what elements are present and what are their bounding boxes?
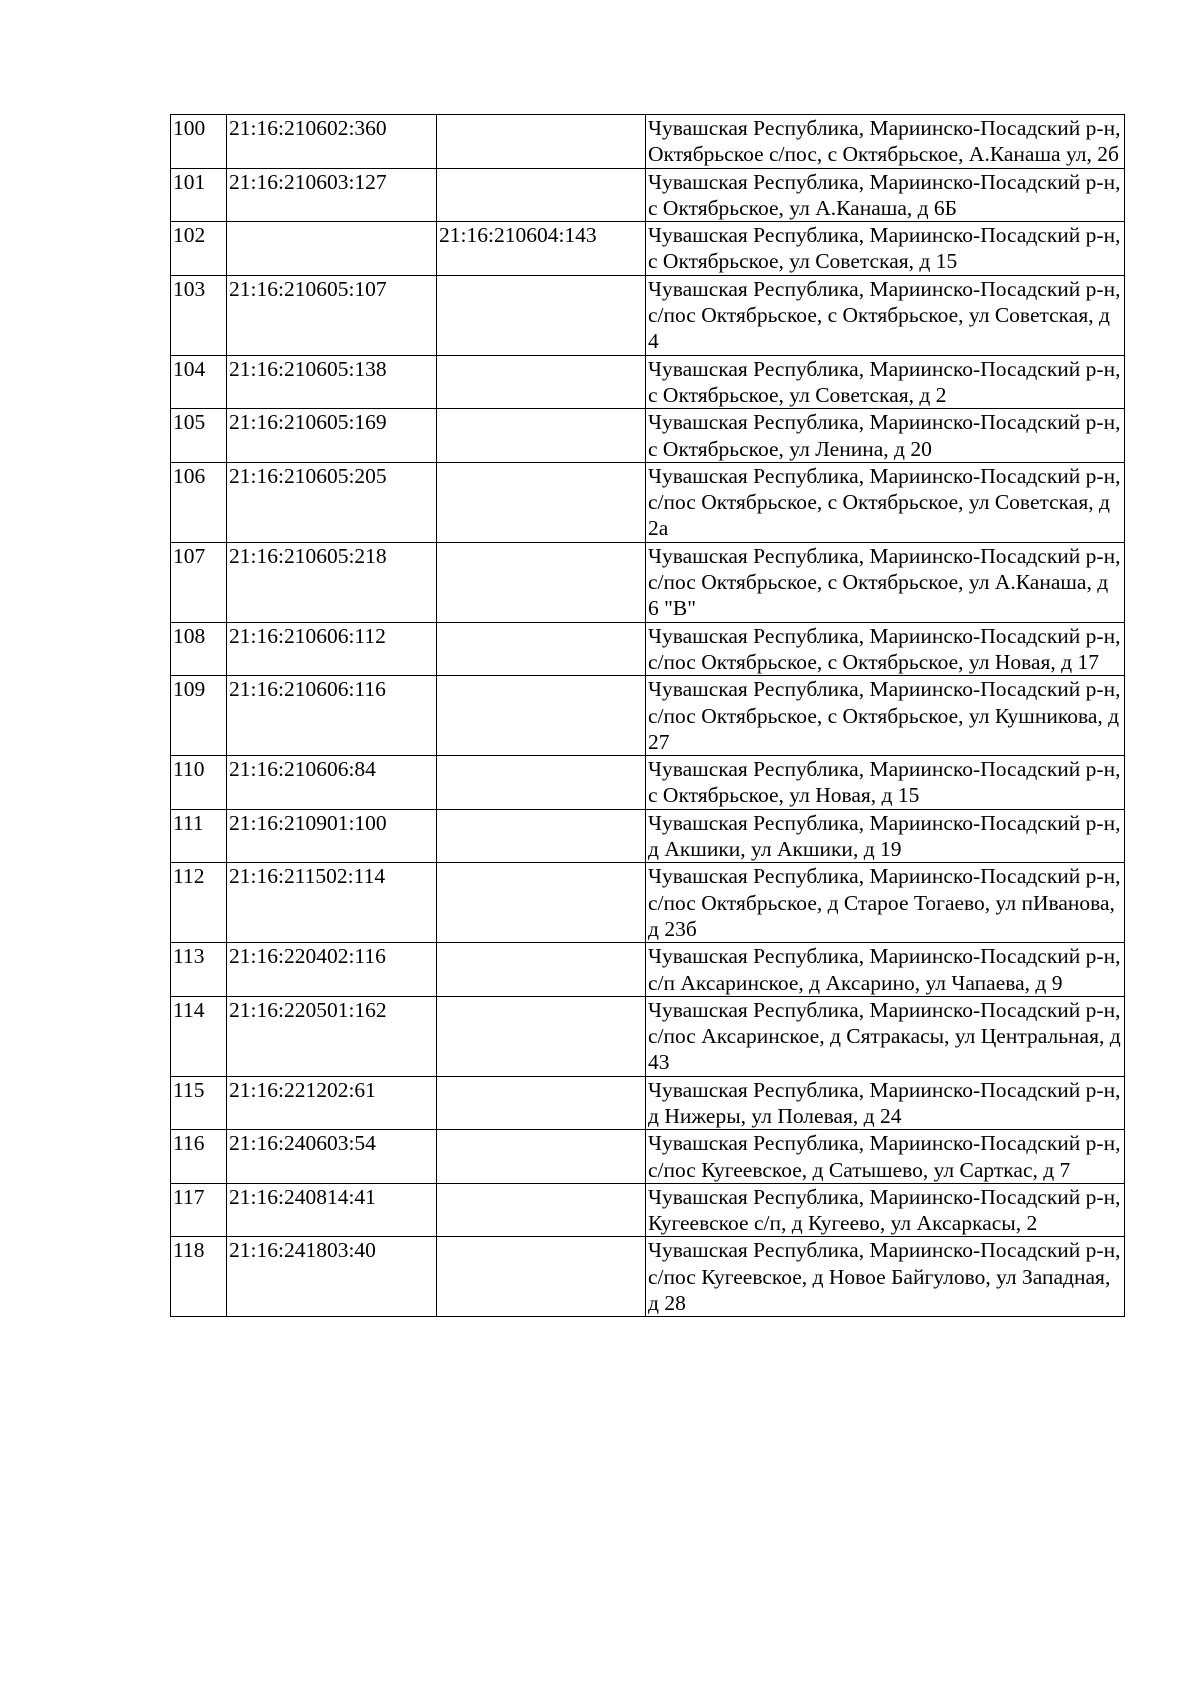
cadastral-number-cell: 21:16:210605:218: [227, 542, 437, 622]
row-number-cell: 103: [171, 275, 227, 355]
cadastral-number-cell: 21:16:211502:114: [227, 863, 437, 943]
row-number-cell: 115: [171, 1076, 227, 1130]
address-cell: Чувашская Республика, Мариинско-Посадский р-н, с Октябрьское, ул Советская, д 2: [646, 355, 1125, 409]
table-row: [171, 168, 1125, 222]
cadastral-number-cell: 21:16:210606:112: [227, 622, 437, 676]
cadastral-number-cell: 21:16:210901:100: [227, 809, 437, 863]
address-cell: Чувашская Республика, Мариинско-Посадский р-н, Октябрьское с/пос, с Октябрьское, А.Канаша ул, 2б: [646, 115, 1125, 169]
cadastral-number-alt-cell: [437, 462, 646, 542]
row-number-cell: 105: [171, 409, 227, 463]
address-cell: Чувашская Республика, Мариинско-Посадский р-н, с/пос Октябрьское, с Октябрьское, ул А.Канаша, д 6 "В": [646, 542, 1125, 622]
table-row: [171, 542, 1125, 622]
row-number-cell: 116: [171, 1130, 227, 1184]
cadastral-number-alt-cell: [437, 115, 646, 169]
cadastral-number-cell: 21:16:210603:127: [227, 168, 437, 222]
address-cell: Чувашская Республика, Мариинско-Посадский р-н, д Нижеры, ул Полевая, д 24: [646, 1076, 1125, 1130]
cadastral-number-cell: 21:16:210606:84: [227, 756, 437, 810]
table-row: [171, 863, 1125, 943]
cadastral-number-alt-cell: [437, 1183, 646, 1237]
cadastral-number-cell: 21:16:240603:54: [227, 1130, 437, 1184]
cadastral-number-alt-cell: [437, 622, 646, 676]
address-cell: Чувашская Республика, Мариинско-Посадский р-н, с/пос Октябрьское, с Октябрьское, ул Кушникова, д 27: [646, 676, 1125, 756]
table-row: [171, 943, 1125, 997]
table-row: [171, 1130, 1125, 1184]
row-number-cell: 110: [171, 756, 227, 810]
address-cell: Чувашская Республика, Мариинско-Посадский р-н, д Акшики, ул Акшики, д 19: [646, 809, 1125, 863]
row-number-cell: 109: [171, 676, 227, 756]
table-row: [171, 1076, 1125, 1130]
address-cell: Чувашская Республика, Мариинско-Посадский р-н, с/пос Октябрьское, с Октябрьское, ул Советская, д 2а: [646, 462, 1125, 542]
cadastral-number-cell: 21:16:210606:116: [227, 676, 437, 756]
cadastral-number-alt-cell: [437, 809, 646, 863]
address-cell: Чувашская Республика, Мариинско-Посадский р-н, Кугеевское с/п, д Кугеево, ул Аксаркасы, 2: [646, 1183, 1125, 1237]
cadastral-number-alt-cell: [437, 168, 646, 222]
address-cell: Чувашская Республика, Мариинско-Посадский р-н, с/пос Аксаринское, д Сятракасы, ул Центральная, д 43: [646, 996, 1125, 1076]
address-cell: Чувашская Республика, Мариинско-Посадский р-н, с/пос Кугеевское, д Новое Байгулово, ул Западная, д 28: [646, 1237, 1125, 1317]
table-row: [171, 756, 1125, 810]
row-number-cell: 107: [171, 542, 227, 622]
table-row: [171, 809, 1125, 863]
cadastral-number-cell: 21:16:221202:61: [227, 1076, 437, 1130]
cadastral-number-alt-cell: [437, 275, 646, 355]
address-cell: Чувашская Республика, Мариинско-Посадский р-н, с/пос Октябрьское, д Старое Тогаево, ул пИванова, д 23б: [646, 863, 1125, 943]
address-cell: Чувашская Республика, Мариинско-Посадский р-н, с Октябрьское, ул Новая, д 15: [646, 756, 1125, 810]
table-row: [171, 355, 1125, 409]
cadastral-number-cell: 21:16:220501:162: [227, 996, 437, 1076]
table-row: [171, 462, 1125, 542]
cadastral-number-alt-cell: [437, 943, 646, 997]
address-cell: Чувашская Республика, Мариинско-Посадский р-н, с/п Аксаринское, д Аксарино, ул Чапаева, д 9: [646, 943, 1125, 997]
cadastral-number-alt-cell: [437, 1130, 646, 1184]
row-number-cell: 113: [171, 943, 227, 997]
row-number-cell: 114: [171, 996, 227, 1076]
row-number-cell: 112: [171, 863, 227, 943]
cadastral-number-cell: 21:16:240814:41: [227, 1183, 437, 1237]
table-row: [171, 1183, 1125, 1237]
table-row: [171, 622, 1125, 676]
cadastral-number-alt-cell: [437, 355, 646, 409]
cadastral-number-cell: 21:16:210605:138: [227, 355, 437, 409]
row-number-cell: 108: [171, 622, 227, 676]
row-number-cell: 101: [171, 168, 227, 222]
address-cell: Чувашская Республика, Мариинско-Посадский р-н, с Октябрьское, ул Ленина, д 20: [646, 409, 1125, 463]
address-cell: Чувашская Республика, Мариинско-Посадский р-н, с/пос Октябрьское, с Октябрьское, ул Новая, д 17: [646, 622, 1125, 676]
row-number-cell: 104: [171, 355, 227, 409]
table-row: [171, 275, 1125, 355]
row-number-cell: 102: [171, 222, 227, 276]
cadastral-number-cell: 21:16:210605:107: [227, 275, 437, 355]
cadastral-number-cell: [227, 222, 437, 276]
table-row: [171, 996, 1125, 1076]
cadastral-number-alt-cell: [437, 409, 646, 463]
row-number-cell: 111: [171, 809, 227, 863]
table-row: [171, 676, 1125, 756]
table-row: [171, 222, 1125, 276]
cadastral-number-alt-cell: [437, 1237, 646, 1317]
cadastral-number-alt-cell: 21:16:210604:143: [437, 222, 646, 276]
cadastral-number-alt-cell: [437, 996, 646, 1076]
table-row: [171, 1237, 1125, 1317]
row-number-cell: 118: [171, 1237, 227, 1317]
cadastral-number-alt-cell: [437, 1076, 646, 1130]
row-number-cell: 117: [171, 1183, 227, 1237]
property-table: [170, 114, 1125, 1317]
address-cell: Чувашская Республика, Мариинско-Посадский р-н, с Октябрьское, ул Советская, д 15: [646, 222, 1125, 276]
cadastral-number-alt-cell: [437, 542, 646, 622]
cadastral-number-alt-cell: [437, 676, 646, 756]
property-table-body: [171, 115, 1125, 1317]
cadastral-number-cell: 21:16:220402:116: [227, 943, 437, 997]
cadastral-number-cell: 21:16:210605:169: [227, 409, 437, 463]
cadastral-number-alt-cell: [437, 756, 646, 810]
row-number-cell: 106: [171, 462, 227, 542]
address-cell: Чувашская Республика, Мариинско-Посадский р-н, с/пос Кугеевское, д Сатышево, ул Сарткас, д 7: [646, 1130, 1125, 1184]
cadastral-number-cell: 21:16:210605:205: [227, 462, 437, 542]
table-row: [171, 409, 1125, 463]
cadastral-number-alt-cell: [437, 863, 646, 943]
address-cell: Чувашская Республика, Мариинско-Посадский р-н, с/пос Октябрьское, с Октябрьское, ул Советская, д 4: [646, 275, 1125, 355]
cadastral-number-cell: 21:16:241803:40: [227, 1237, 437, 1317]
cadastral-number-cell: 21:16:210602:360: [227, 115, 437, 169]
row-number-cell: 100: [171, 115, 227, 169]
table-row: [171, 115, 1125, 169]
address-cell: Чувашская Республика, Мариинско-Посадский р-н, с Октябрьское, ул А.Канаша, д 6Б: [646, 168, 1125, 222]
